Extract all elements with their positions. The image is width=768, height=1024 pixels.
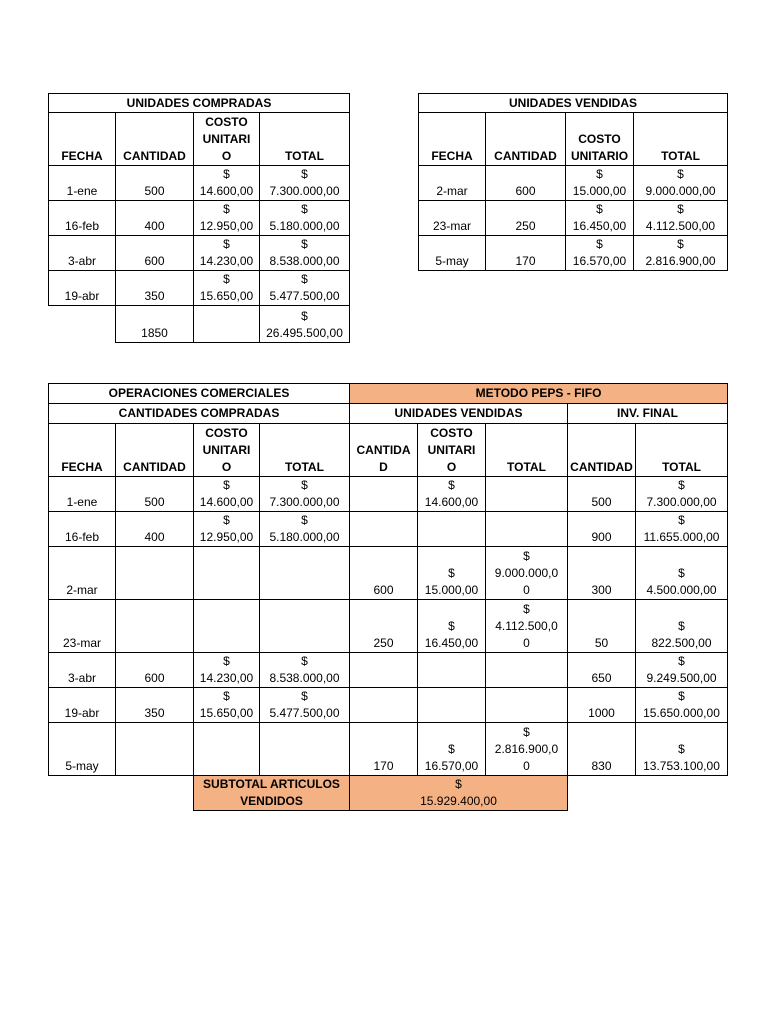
col-costo-unitario: COSTO UNITARIO <box>566 113 634 166</box>
empty-cell <box>116 776 194 811</box>
v-costo-cell: $ 15.000,00 <box>418 547 486 600</box>
sales-table <box>418 93 728 271</box>
fecha-cell: 5-may <box>419 236 486 271</box>
costo-cell: $ 12.950,00 <box>194 201 260 236</box>
c-costo-cell: $ 14.230,00 <box>194 653 260 688</box>
c-total-cell: $ 7.300.000,00 <box>260 477 350 512</box>
c-costo-cell: $ 14.600,00 <box>194 477 260 512</box>
costo-cell: $ 15.650,00 <box>194 271 260 306</box>
col-fecha: FECHA <box>49 113 116 166</box>
total-cell: $ 7.300.000,00 <box>260 166 350 201</box>
col-i-cantidad: CANTIDAD <box>568 424 636 477</box>
c-costo-cell <box>194 723 260 776</box>
c-cant-cell <box>116 600 194 653</box>
col-total: TOTAL <box>634 113 728 166</box>
subtotal-value: $ 15.929.400,00 <box>350 776 568 811</box>
col-cantidad: CANTIDAD <box>116 424 194 477</box>
v-total-cell <box>486 477 568 512</box>
table-row <box>49 236 350 271</box>
subtotal-row <box>49 776 728 811</box>
v-costo-cell <box>418 688 486 723</box>
col-costo-unitario: COSTO UNITARI O <box>194 113 260 166</box>
total-cell: $ 5.477.500,00 <box>260 271 350 306</box>
method-title: METODO PEPS - FIFO <box>350 384 728 404</box>
v-total-cell: $ 9.000.000,0 0 <box>486 547 568 600</box>
table-row <box>419 201 728 236</box>
v-costo-cell: $ 16.570,00 <box>418 723 486 776</box>
i-cant-cell: 300 <box>568 547 636 600</box>
col-total: TOTAL <box>260 113 350 166</box>
sum-total: $ 26.495.500,00 <box>260 306 350 343</box>
table-row <box>49 688 728 723</box>
v-cant-cell <box>350 653 418 688</box>
fecha-cell: 5-may <box>49 723 116 776</box>
sum-cantidad: 1850 <box>116 306 194 343</box>
cantidad-cell: 400 <box>116 201 194 236</box>
c-cant-cell: 600 <box>116 653 194 688</box>
cantidad-cell: 350 <box>116 271 194 306</box>
group-inv-final: INV. FINAL <box>568 404 728 424</box>
table-row <box>419 236 728 271</box>
ops-title: OPERACIONES COMERCIALES <box>49 384 350 404</box>
c-costo-cell <box>194 600 260 653</box>
total-cell: $ 4.112.500,00 <box>634 201 728 236</box>
fecha-cell: 2-mar <box>49 547 116 600</box>
fecha-cell: 19-abr <box>49 271 116 306</box>
i-cant-cell: 650 <box>568 653 636 688</box>
costo-cell: $ 14.230,00 <box>194 236 260 271</box>
group-compradas: CANTIDADES COMPRADAS <box>49 404 350 424</box>
cantidad-cell: 600 <box>116 236 194 271</box>
fecha-cell: 3-abr <box>49 653 116 688</box>
c-cant-cell: 400 <box>116 512 194 547</box>
c-total-cell <box>260 547 350 600</box>
col-cantidad: CANTIDAD <box>486 113 566 166</box>
i-total-cell: $ 7.300.000,00 <box>636 477 728 512</box>
col-costo-unitario: COSTO UNITARI O <box>194 424 260 477</box>
fecha-cell: 19-abr <box>49 688 116 723</box>
total-cell: $ 2.816.900,00 <box>634 236 728 271</box>
c-cant-cell: 500 <box>116 477 194 512</box>
i-total-cell: $ 15.650.000,00 <box>636 688 728 723</box>
fecha-cell: 1-ene <box>49 477 116 512</box>
fecha-cell: 16-feb <box>49 512 116 547</box>
col-i-total: TOTAL <box>636 424 728 477</box>
v-total-cell: $ 4.112.500,0 0 <box>486 600 568 653</box>
empty-cell <box>194 306 260 343</box>
v-costo-cell: $ 16.450,00 <box>418 600 486 653</box>
i-total-cell: $ 9.249.500,00 <box>636 653 728 688</box>
subtotal-label: SUBTOTAL ARTICULOS VENDIDOS <box>194 776 350 811</box>
col-cantidad: CANTIDAD <box>116 113 194 166</box>
i-total-cell: $ 11.655.000,00 <box>636 512 728 547</box>
c-total-cell <box>260 600 350 653</box>
table-row <box>49 547 728 600</box>
table-row <box>49 271 350 306</box>
empty-cell <box>636 776 728 811</box>
col-total: TOTAL <box>260 424 350 477</box>
col-fecha: FECHA <box>49 424 116 477</box>
col-v-total: TOTAL <box>486 424 568 477</box>
empty-cell <box>49 306 116 343</box>
table-row <box>49 723 728 776</box>
sum-row <box>49 306 350 343</box>
c-total-cell: $ 5.180.000,00 <box>260 512 350 547</box>
v-cant-cell <box>350 512 418 547</box>
i-cant-cell: 830 <box>568 723 636 776</box>
costo-cell: $ 16.570,00 <box>566 236 634 271</box>
v-total-cell <box>486 688 568 723</box>
i-cant-cell: 900 <box>568 512 636 547</box>
i-total-cell: $ 822.500,00 <box>636 600 728 653</box>
v-costo-cell <box>418 653 486 688</box>
v-cant-cell: 600 <box>350 547 418 600</box>
fecha-cell: 23-mar <box>419 201 486 236</box>
cantidad-cell: 600 <box>486 166 566 201</box>
col-v-costo: COSTO UNITARI O <box>418 424 486 477</box>
i-total-cell: $ 13.753.100,00 <box>636 723 728 776</box>
total-cell: $ 5.180.000,00 <box>260 201 350 236</box>
i-total-cell: $ 4.500.000,00 <box>636 547 728 600</box>
v-total-cell <box>486 653 568 688</box>
i-cant-cell: 50 <box>568 600 636 653</box>
empty-cell <box>49 776 116 811</box>
fecha-cell: 2-mar <box>419 166 486 201</box>
table-row <box>49 166 350 201</box>
costo-cell: $ 16.450,00 <box>566 201 634 236</box>
sales-title: UNIDADES VENDIDAS <box>419 94 728 113</box>
col-v-cantidad: CANTIDA D <box>350 424 418 477</box>
fecha-cell: 1-ene <box>49 166 116 201</box>
v-cant-cell: 170 <box>350 723 418 776</box>
group-vendidas: UNIDADES VENDIDAS <box>350 404 568 424</box>
fecha-cell: 16-feb <box>49 201 116 236</box>
c-total-cell: $ 5.477.500,00 <box>260 688 350 723</box>
table-row <box>49 653 728 688</box>
table-row <box>419 166 728 201</box>
v-costo-cell: $ 14.600,00 <box>418 477 486 512</box>
c-cant-cell: 350 <box>116 688 194 723</box>
c-costo-cell <box>194 547 260 600</box>
c-total-cell: $ 8.538.000,00 <box>260 653 350 688</box>
fecha-cell: 23-mar <box>49 600 116 653</box>
v-costo-cell <box>418 512 486 547</box>
table-row <box>49 512 728 547</box>
cantidad-cell: 500 <box>116 166 194 201</box>
v-total-cell <box>486 512 568 547</box>
table-row <box>49 600 728 653</box>
v-cant-cell <box>350 688 418 723</box>
c-cant-cell <box>116 723 194 776</box>
c-costo-cell: $ 15.650,00 <box>194 688 260 723</box>
i-cant-cell: 1000 <box>568 688 636 723</box>
costo-cell: $ 14.600,00 <box>194 166 260 201</box>
purchases-title: UNIDADES COMPRADAS <box>49 94 350 113</box>
c-total-cell <box>260 723 350 776</box>
v-cant-cell <box>350 477 418 512</box>
v-cant-cell: 250 <box>350 600 418 653</box>
i-cant-cell: 500 <box>568 477 636 512</box>
c-costo-cell: $ 12.950,00 <box>194 512 260 547</box>
purchases-table <box>48 93 350 343</box>
empty-cell <box>568 776 636 811</box>
total-cell: $ 8.538.000,00 <box>260 236 350 271</box>
table-row <box>49 201 350 236</box>
fecha-cell: 3-abr <box>49 236 116 271</box>
col-fecha: FECHA <box>419 113 486 166</box>
costo-cell: $ 15.000,00 <box>566 166 634 201</box>
fifo-table <box>48 383 728 811</box>
total-cell: $ 9.000.000,00 <box>634 166 728 201</box>
table-row <box>49 477 728 512</box>
cantidad-cell: 170 <box>486 236 566 271</box>
v-total-cell: $ 2.816.900,0 0 <box>486 723 568 776</box>
cantidad-cell: 250 <box>486 201 566 236</box>
c-cant-cell <box>116 547 194 600</box>
